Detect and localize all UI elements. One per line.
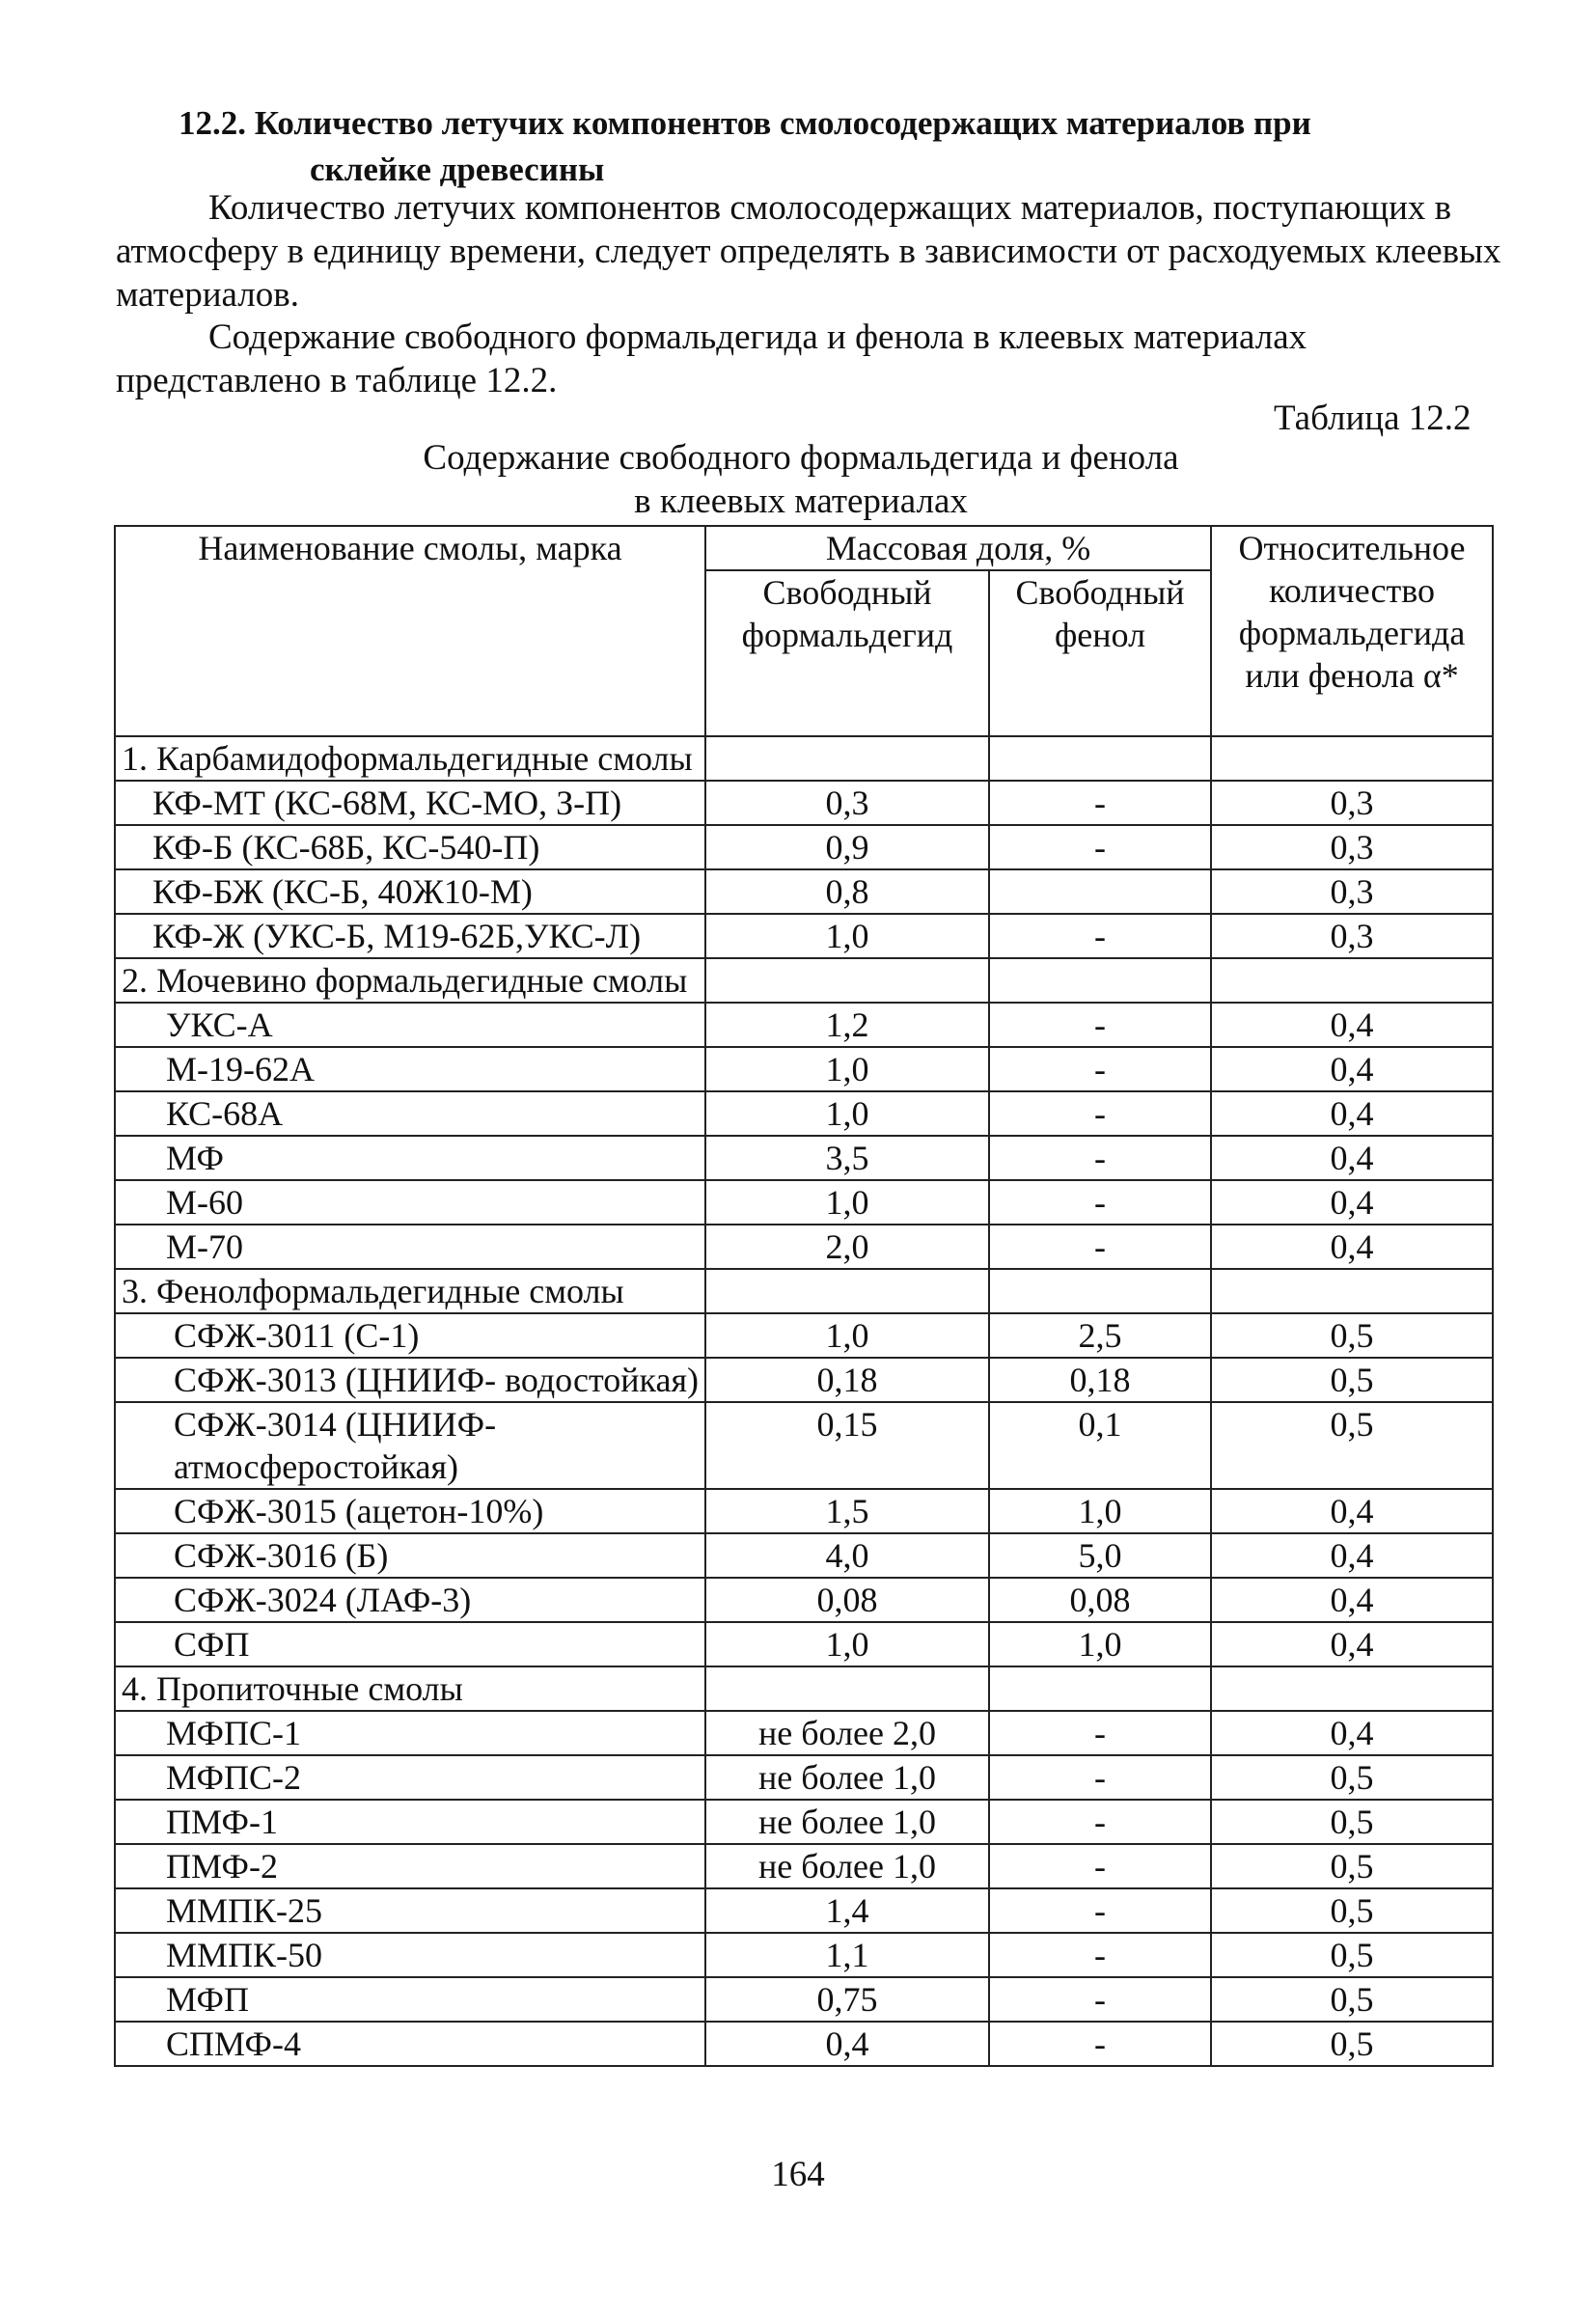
phenol-value: 0,1 [989,1402,1211,1489]
empty-cell [989,736,1211,781]
table-row [115,1933,1493,1977]
relative-value: 0,4 [1211,1180,1493,1225]
phenol-value: 0,08 [989,1578,1211,1622]
resin-name: ПМФ-1 [115,1800,705,1844]
header-name: Наименование смолы, марка [115,526,705,736]
resin-name: СФЖ-3016 (Б) [115,1533,705,1578]
relative-value: 0,5 [1211,1933,1493,1977]
header-phenol: Свободный фенол [989,570,1211,736]
empty-cell [705,736,989,781]
resin-name: СФЖ-3013 (ЦНИИФ- водостойкая) [115,1358,705,1402]
formaldehyde-value: 1,0 [705,1091,989,1136]
relative-value: 0,4 [1211,1622,1493,1666]
heading-line-2: склейке древесины [310,151,605,188]
resin-name: УКС-А [115,1003,705,1047]
table-row [115,1578,1493,1622]
relative-value: 0,5 [1211,1755,1493,1800]
resin-name: СФЖ-3024 (ЛАФ-3) [115,1578,705,1622]
phenol-value: - [989,1091,1211,1136]
table-row [115,869,1493,914]
page-number: 164 [771,2155,825,2194]
relative-value: 0,5 [1211,1844,1493,1888]
phenol-value: 0,18 [989,1358,1211,1402]
relative-value: 0,4 [1211,1711,1493,1755]
table-row [115,1977,1493,2022]
phenol-value: - [989,1047,1211,1091]
empty-cell [989,1269,1211,1313]
relative-value: 0,5 [1211,1888,1493,1933]
relative-value: 0,5 [1211,1358,1493,1402]
phenol-value: - [989,1711,1211,1755]
phenol-value: - [989,1136,1211,1180]
phenol-value [989,869,1211,914]
table-row [115,1047,1493,1091]
group-row [115,1666,1493,1711]
formaldehyde-value: 0,18 [705,1358,989,1402]
formaldehyde-value: 1,0 [705,1313,989,1358]
relative-value: 0,4 [1211,1136,1493,1180]
formaldehyde-value: 0,08 [705,1578,989,1622]
phenol-value: - [989,1933,1211,1977]
table-label: Таблица 12.2 [1274,399,1472,438]
group-row [115,736,1493,781]
resin-name: КС-68А [115,1091,705,1136]
group-title: 3. Фенолформальдегидные смолы [115,1269,705,1313]
header-relative: Относительное количество формальдегида или фенола α* [1211,526,1493,736]
relative-value: 0,4 [1211,1533,1493,1578]
resin-name: МФП [115,1977,705,2022]
relative-value: 0,4 [1211,1091,1493,1136]
resin-name: СФЖ-3015 (ацетон-10%) [115,1489,705,1533]
group-title: 4. Пропиточные смолы [115,1666,705,1711]
phenol-value: - [989,1755,1211,1800]
phenol-value: - [989,914,1211,958]
phenol-value: - [989,2022,1211,2066]
phenol-value: - [989,781,1211,825]
table-caption: Содержание свободного формальдегида и фенола в клеевых материалах [423,438,1179,521]
formaldehyde-value: 0,9 [705,825,989,869]
phenol-value: - [989,1225,1211,1269]
group-row [115,1269,1493,1313]
formaldehyde-value: не более 1,0 [705,1755,989,1800]
formaldehyde-value: 1,5 [705,1489,989,1533]
resin-name: СФЖ-3011 (С-1) [115,1313,705,1358]
resin-name: КФ-Ж (УКС-Б, М19-62Б,УКС-Л) [115,914,705,958]
resin-name: КФ-Б (КС-68Б, КС-540-П) [115,825,705,869]
resin-name: ММПК-50 [115,1933,705,1977]
resin-name: МФПС-2 [115,1755,705,1800]
relative-value: 0,4 [1211,1578,1493,1622]
phenol-value: - [989,1977,1211,2022]
relative-value: 0,4 [1211,1003,1493,1047]
resin-name: КФ-МТ (КС-68М, КС-МО, З-П) [115,781,705,825]
header-mass: Массовая доля, % [705,526,1211,570]
phenol-value: - [989,1800,1211,1844]
empty-cell [989,958,1211,1003]
resin-table [114,525,1494,2067]
formaldehyde-value: 1,0 [705,914,989,958]
formaldehyde-value: 0,4 [705,2022,989,2066]
formaldehyde-value: не более 2,0 [705,1711,989,1755]
formaldehyde-value: 0,75 [705,1977,989,2022]
formaldehyde-value: 1,1 [705,1933,989,1977]
resin-name: М-70 [115,1225,705,1269]
formaldehyde-value: 1,0 [705,1622,989,1666]
resin-name: ПМФ-2 [115,1844,705,1888]
relative-value: 0,5 [1211,1402,1493,1489]
phenol-value: - [989,1888,1211,1933]
relative-value: 0,3 [1211,825,1493,869]
formaldehyde-value: 0,15 [705,1402,989,1489]
header-formaldehyde: Свободный формальдегид [705,570,989,736]
formaldehyde-value: не более 1,0 [705,1800,989,1844]
relative-value: 0,3 [1211,869,1493,914]
relative-value: 0,3 [1211,781,1493,825]
resin-name: СФЖ-3014 (ЦНИИФ- атмосферостойкая) [115,1402,705,1489]
table-row [115,1003,1493,1047]
relative-value: 0,4 [1211,1489,1493,1533]
section-heading [179,100,1500,193]
table-row [115,1180,1493,1225]
formaldehyde-value: 1,4 [705,1888,989,1933]
table-row [115,1091,1493,1136]
table-row [115,1136,1493,1180]
resin-name: М-19-62А [115,1047,705,1091]
resin-name: КФ-БЖ (КС-Б, 40Ж10-М) [115,869,705,914]
empty-cell [1211,736,1493,781]
heading-line-1: 12.2. Количество летучих компонентов смолосодержащих материалов при [179,104,1311,142]
phenol-value: 5,0 [989,1533,1211,1578]
table-row [115,825,1493,869]
relative-value: 0,5 [1211,1800,1493,1844]
relative-value: 0,5 [1211,2022,1493,2066]
relative-value: 0,5 [1211,1977,1493,2022]
table-row [115,1755,1493,1800]
formaldehyde-value: 3,5 [705,1136,989,1180]
empty-cell [1211,1666,1493,1711]
table-row [115,1888,1493,1933]
table-row [115,1225,1493,1269]
resin-name: М-60 [115,1180,705,1225]
phenol-value: - [989,1180,1211,1225]
resin-name: СФП [115,1622,705,1666]
formaldehyde-value: 2,0 [705,1225,989,1269]
table-row [115,1800,1493,1844]
phenol-value: - [989,1003,1211,1047]
empty-cell [705,958,989,1003]
relative-value: 0,4 [1211,1225,1493,1269]
relative-value: 0,5 [1211,1313,1493,1358]
empty-cell [989,1666,1211,1711]
resin-name: МФПС-1 [115,1711,705,1755]
group-title: 2. Мочевино формальдегидные смолы [115,958,705,1003]
table-row [115,914,1493,958]
formaldehyde-value: 1,0 [705,1047,989,1091]
relative-value: 0,4 [1211,1047,1493,1091]
formaldehyde-value: 1,0 [705,1180,989,1225]
formaldehyde-value: 0,3 [705,781,989,825]
table-row [115,1711,1493,1755]
table-row [115,1313,1493,1358]
paragraph-2: Содержание свободного формальдегида и фенола в клеевых материалах представлено в таблице 12.2. [116,317,1307,400]
empty-cell [705,1666,989,1711]
table-row [115,1533,1493,1578]
table-row [115,1358,1493,1402]
table-row [115,1402,1493,1489]
phenol-value: 2,5 [989,1313,1211,1358]
resin-name: ММПК-25 [115,1888,705,1933]
relative-value: 0,3 [1211,914,1493,958]
empty-cell [1211,958,1493,1003]
formaldehyde-value: 4,0 [705,1533,989,1578]
table-row [115,1622,1493,1666]
paragraph-1: Количество летучих компонентов смолосодержащих материалов, поступающих в атмосферу в единицу времени, следует определять в зависимости от расходуемых клеевых материалов. [116,188,1501,315]
group-row [115,958,1493,1003]
group-title: 1. Карбамидоформальдегидные смолы [115,736,705,781]
table-row [115,1489,1493,1533]
empty-cell [705,1269,989,1313]
formaldehyde-value: не более 1,0 [705,1844,989,1888]
phenol-value: - [989,1844,1211,1888]
phenol-value: 1,0 [989,1622,1211,1666]
table-row [115,2022,1493,2066]
phenol-value: 1,0 [989,1489,1211,1533]
resin-name: МФ [115,1136,705,1180]
formaldehyde-value: 0,8 [705,869,989,914]
table-row [115,781,1493,825]
formaldehyde-value: 1,2 [705,1003,989,1047]
resin-name: СПМФ-4 [115,2022,705,2066]
empty-cell [1211,1269,1493,1313]
phenol-value: - [989,825,1211,869]
table-row [115,1844,1493,1888]
